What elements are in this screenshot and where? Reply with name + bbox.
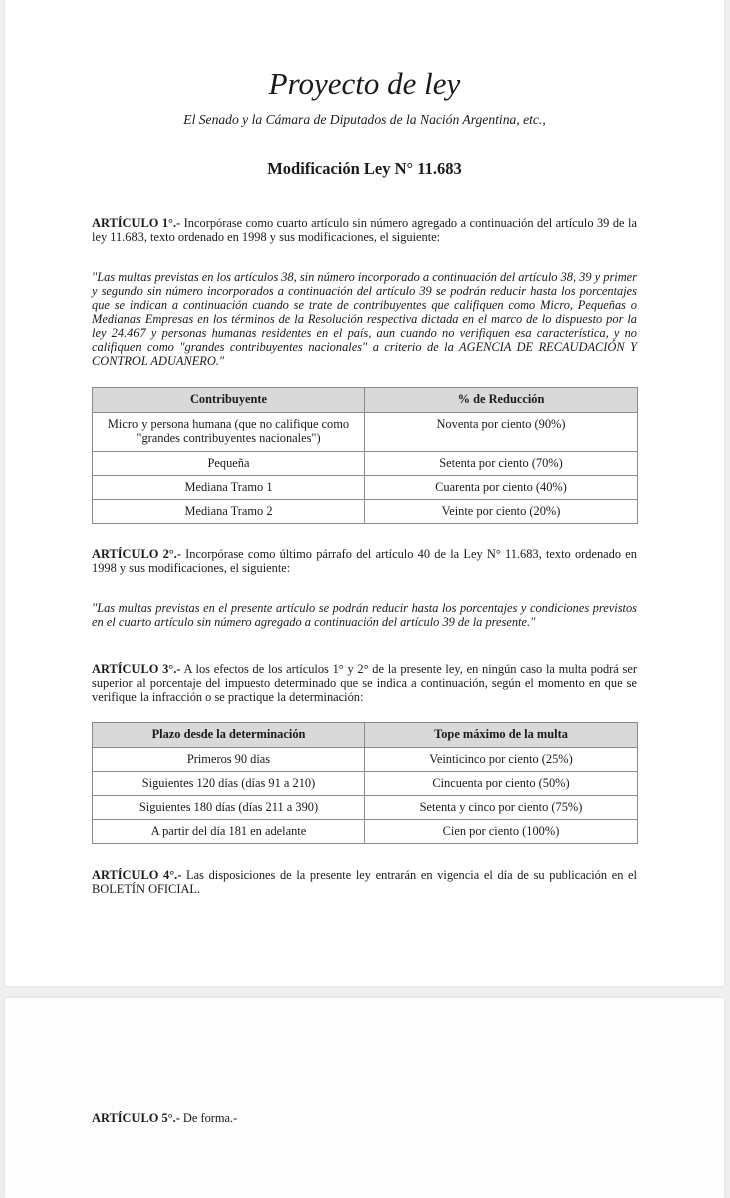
article-3-text: A los efectos de los artículos 1° y 2° de la presente ley, en ningún caso la multa podrá ser superior al porcentaje del impuesto determinado que se indica a continuación, según el momento en que se verifique la infracción o se practique la determinación: (92, 662, 637, 704)
table-cell: Cincuenta por ciento (50%) (365, 772, 638, 796)
table-cell: Pequeña (93, 452, 365, 476)
table-cell: Primeros 90 días (93, 748, 365, 772)
table-row (93, 413, 638, 452)
table-cell: Noventa por ciento (90%) (365, 413, 638, 452)
table-header-cell: Tope máximo de la multa (365, 723, 638, 748)
table-cell: Cuarenta por ciento (40%) (365, 476, 638, 500)
table-cell: Veinte por ciento (20%) (365, 500, 638, 524)
article-4-label: ARTÍCULO 4°.- (92, 868, 182, 882)
table-cell: Siguientes 180 días (días 211 a 390) (93, 796, 365, 820)
article-1-label: ARTÍCULO 1°.- (92, 216, 181, 230)
article-5 (92, 1111, 637, 1125)
article-1-text: Incorpórase como cuarto artículo sin número agregado a continuación del artículo 39 de la ley 11.683, texto ordenado en 1998 y sus modificaciones, el siguiente: (92, 216, 637, 244)
table-row (93, 748, 638, 772)
table-header-row (93, 723, 638, 748)
article-2 (92, 547, 637, 575)
article-1 (92, 216, 637, 244)
table-header-row (93, 388, 638, 413)
table-row (93, 476, 638, 500)
table-cell: Micro y persona humana (que no califique como "grandes contribuyentes nacionales") (93, 413, 365, 452)
article-2-text: Incorpórase como último párrafo del artículo 40 de la Ley N° 11.683, texto ordenado en 1998 y sus modificaciones, el siguiente: (92, 547, 637, 575)
table-cell: Veinticinco por ciento (25%) (365, 748, 638, 772)
article-4-text: Las disposiciones de la presente ley entrarán en vigencia el día de su publicación en el BOLETÍN OFICIAL. (92, 868, 637, 896)
document-heading: Modificación Ley N° 11.683 (267, 159, 462, 178)
article-3-label: ARTÍCULO 3°.- (92, 662, 181, 676)
reduction-table (92, 387, 638, 524)
document-title: Proyecto de ley (268, 66, 461, 101)
table-cell: Mediana Tramo 1 (93, 476, 365, 500)
table-cell: Cien por ciento (100%) (365, 820, 638, 844)
table-cell: Mediana Tramo 2 (93, 500, 365, 524)
article-1-quote: "Las multas previstas en los artículos 38, sin número incorporado a continuación del artículo 38, 39 y primer y segundo sin número incorporados a continuación del artículo 39 se podrán reducir hasta los porcentajes que se indican a continuación cuando se trate de contribuyentes que califiquen como Micro, Pequeñas o Medianas Empresas en los términos de la Resolución respectiva dictada en el marco de lo dispuesto por la ley 24.467 y personas humanas residentes en el país, aun cuando no verifiquen esa característica, y no califiquen como "grandes contribuyentes nacionales" a criterio de la AGENCIA DE RECAUDACIÓN Y CONTROL ADUANERO." (92, 270, 637, 368)
document-page-1 (5, 0, 724, 986)
table-cell: Siguientes 120 días (días 91 a 210) (93, 772, 365, 796)
article-2-quote: "Las multas previstas en el presente artículo se podrán reducir hasta los porcentajes y condiciones previstos en el cuarto artículo sin número agregado a continuación del artículo 39 de la presente." (92, 601, 637, 629)
table-row (93, 820, 638, 844)
table-header-cell: Plazo desde la determinación (93, 723, 365, 748)
article-5-label: ARTÍCULO 5°.- (92, 1111, 180, 1125)
table-row (93, 452, 638, 476)
document-preamble: El Senado y la Cámara de Diputados de la Nación Argentina, etc., (183, 112, 546, 127)
table-header-cell: % de Reducción (365, 388, 638, 413)
table-cell: Setenta por ciento (70%) (365, 452, 638, 476)
document-page-2 (5, 998, 724, 1198)
table-row (93, 796, 638, 820)
article-3 (92, 662, 637, 704)
penalty-cap-table (92, 722, 638, 844)
article-2-label: ARTÍCULO 2°.- (92, 547, 181, 561)
article-4 (92, 868, 637, 896)
table-row (93, 772, 638, 796)
table-header-cell: Contribuyente (93, 388, 365, 413)
table-cell: Setenta y cinco por ciento (75%) (365, 796, 638, 820)
table-row (93, 500, 638, 524)
table-cell: A partir del día 181 en adelante (93, 820, 365, 844)
article-5-text: De forma.- (179, 1111, 238, 1125)
